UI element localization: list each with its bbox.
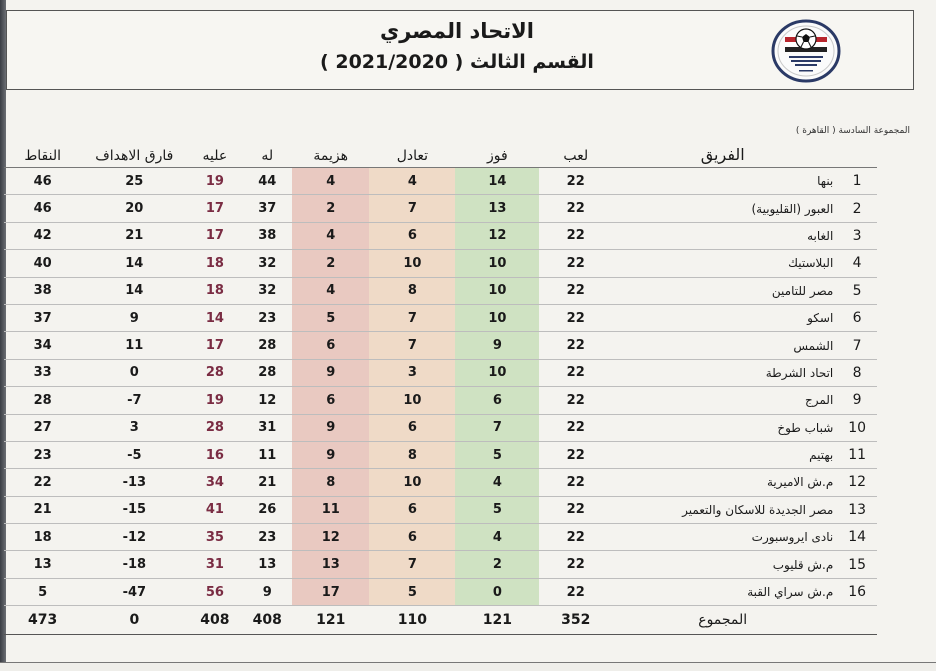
row-drawn: 4 xyxy=(369,168,455,195)
col-lost: هزيمة xyxy=(292,124,369,168)
row-points: 34 xyxy=(4,332,81,359)
row-drawn: 7 xyxy=(369,551,455,578)
row-goals-for: 28 xyxy=(242,359,292,386)
row-won: 10 xyxy=(455,304,539,331)
row-goal-diff: 11 xyxy=(81,332,187,359)
row-goals-for: 28 xyxy=(242,332,292,359)
row-points: 23 xyxy=(4,441,81,468)
col-goals-for: له xyxy=(242,124,292,168)
row-goals-against: 16 xyxy=(187,441,242,468)
row-won: 6 xyxy=(455,387,539,414)
row-won: 10 xyxy=(455,250,539,277)
row-goals-for: 23 xyxy=(242,304,292,331)
row-lost: 4 xyxy=(292,277,369,304)
table-row xyxy=(4,168,877,195)
row-team: شباب طوخ xyxy=(612,414,837,441)
row-drawn: 7 xyxy=(369,332,455,359)
totals-position xyxy=(837,606,877,635)
header-row xyxy=(4,124,877,168)
row-played: 22 xyxy=(539,195,612,222)
row-played: 22 xyxy=(539,387,612,414)
row-team: م.ش الاميرية xyxy=(612,469,837,496)
row-goals-for: 44 xyxy=(242,168,292,195)
row-points: 21 xyxy=(4,496,81,523)
row-goals-against: 35 xyxy=(187,524,242,551)
row-goals-for: 32 xyxy=(242,250,292,277)
row-drawn: 8 xyxy=(369,277,455,304)
totals-goals-against: 408 xyxy=(187,606,242,635)
row-team: م.ش سراي القبة xyxy=(612,578,837,605)
table-row xyxy=(4,551,877,578)
row-position: 3 xyxy=(837,222,877,249)
totals-row xyxy=(4,606,877,635)
row-goal-diff: 14 xyxy=(81,277,187,304)
row-team: العبور (القليوبية) xyxy=(612,195,837,222)
row-lost: 9 xyxy=(292,441,369,468)
row-drawn: 3 xyxy=(369,359,455,386)
table-body xyxy=(4,168,877,635)
row-goals-for: 13 xyxy=(242,551,292,578)
table-row xyxy=(4,414,877,441)
row-drawn: 6 xyxy=(369,524,455,551)
row-points: 27 xyxy=(4,414,81,441)
row-goal-diff: 20 xyxy=(81,195,187,222)
row-position: 12 xyxy=(837,469,877,496)
row-goal-diff: 9 xyxy=(81,304,187,331)
totals-label: المجموع xyxy=(612,606,837,635)
group-label: المجموعة السادسة ( القاهرة ) xyxy=(795,126,910,136)
row-team: بنها xyxy=(612,168,837,195)
row-lost: 9 xyxy=(292,359,369,386)
row-played: 22 xyxy=(539,551,612,578)
row-drawn: 6 xyxy=(369,496,455,523)
row-lost: 17 xyxy=(292,578,369,605)
row-goals-for: 23 xyxy=(242,524,292,551)
row-goals-against: 41 xyxy=(187,496,242,523)
row-lost: 9 xyxy=(292,414,369,441)
table-row xyxy=(4,304,877,331)
row-points: 13 xyxy=(4,551,81,578)
row-team: اسكو xyxy=(612,304,837,331)
totals-goals-for: 408 xyxy=(242,606,292,635)
row-won: 7 xyxy=(455,414,539,441)
row-goals-against: 14 xyxy=(187,304,242,331)
page-subtitle: القسم الثالث ( 2021/2020 ) xyxy=(320,51,594,73)
row-position: 13 xyxy=(837,496,877,523)
row-points: 18 xyxy=(4,524,81,551)
row-goals-against: 56 xyxy=(187,578,242,605)
row-lost: 8 xyxy=(292,469,369,496)
row-won: 9 xyxy=(455,332,539,359)
row-lost: 6 xyxy=(292,387,369,414)
row-goals-against: 18 xyxy=(187,250,242,277)
row-points: 33 xyxy=(4,359,81,386)
row-points: 38 xyxy=(4,277,81,304)
row-goal-diff: 13- xyxy=(81,469,187,496)
row-lost: 12 xyxy=(292,524,369,551)
row-goals-for: 12 xyxy=(242,387,292,414)
row-won: 14 xyxy=(455,168,539,195)
row-points: 46 xyxy=(4,168,81,195)
row-goals-against: 18 xyxy=(187,277,242,304)
row-played: 22 xyxy=(539,168,612,195)
row-team: الشمس xyxy=(612,332,837,359)
row-won: 4 xyxy=(455,524,539,551)
row-played: 22 xyxy=(539,277,612,304)
row-team: مصر للتامين xyxy=(612,277,837,304)
col-team: الفريق xyxy=(612,124,837,168)
row-position: 4 xyxy=(837,250,877,277)
row-goals-for: 9 xyxy=(242,578,292,605)
row-goals-against: 31 xyxy=(187,551,242,578)
table-row xyxy=(4,578,877,605)
row-goals-for: 21 xyxy=(242,469,292,496)
row-won: 2 xyxy=(455,551,539,578)
row-played: 22 xyxy=(539,250,612,277)
row-played: 22 xyxy=(539,414,612,441)
row-goals-for: 38 xyxy=(242,222,292,249)
row-position: 8 xyxy=(837,359,877,386)
row-team: الغابه xyxy=(612,222,837,249)
row-goal-diff: 0 xyxy=(81,359,187,386)
row-lost: 4 xyxy=(292,168,369,195)
row-goals-against: 34 xyxy=(187,469,242,496)
totals-played: 352 xyxy=(539,606,612,635)
row-goals-against: 17 xyxy=(187,222,242,249)
row-played: 22 xyxy=(539,524,612,551)
row-goal-diff: 12- xyxy=(81,524,187,551)
row-position: 1 xyxy=(837,168,877,195)
row-won: 12 xyxy=(455,222,539,249)
row-lost: 2 xyxy=(292,250,369,277)
row-position: 10 xyxy=(837,414,877,441)
row-goal-diff: 3 xyxy=(81,414,187,441)
table-row xyxy=(4,277,877,304)
row-team: م.ش قليوب xyxy=(612,551,837,578)
row-goals-for: 32 xyxy=(242,277,292,304)
row-drawn: 6 xyxy=(369,414,455,441)
totals-points: 473 xyxy=(4,606,81,635)
col-position xyxy=(837,124,877,168)
row-position: 15 xyxy=(837,551,877,578)
row-position: 16 xyxy=(837,578,877,605)
table-row xyxy=(4,359,877,386)
col-goal-diff: فارق الاهداف xyxy=(81,124,187,168)
row-goal-diff: 47- xyxy=(81,578,187,605)
row-goal-diff: 7- xyxy=(81,387,187,414)
table-row xyxy=(4,441,877,468)
row-won: 5 xyxy=(455,496,539,523)
col-played: لعب xyxy=(539,124,612,168)
page-title: الاتحاد المصري xyxy=(380,19,534,43)
row-team: المرج xyxy=(612,387,837,414)
row-drawn: 7 xyxy=(369,304,455,331)
row-points: 40 xyxy=(4,250,81,277)
row-points: 22 xyxy=(4,469,81,496)
row-goal-diff: 18- xyxy=(81,551,187,578)
row-drawn: 10 xyxy=(369,469,455,496)
row-goals-against: 19 xyxy=(187,168,242,195)
row-played: 22 xyxy=(539,578,612,605)
row-lost: 6 xyxy=(292,332,369,359)
row-goal-diff: 25 xyxy=(81,168,187,195)
row-goal-diff: 5- xyxy=(81,441,187,468)
col-points: النقاط xyxy=(4,124,81,168)
row-played: 22 xyxy=(539,304,612,331)
row-drawn: 10 xyxy=(369,387,455,414)
row-goals-for: 26 xyxy=(242,496,292,523)
row-played: 22 xyxy=(539,222,612,249)
row-goals-for: 11 xyxy=(242,441,292,468)
table-row xyxy=(4,332,877,359)
row-drawn: 8 xyxy=(369,441,455,468)
efa-football-logo-icon xyxy=(771,19,841,83)
row-won: 0 xyxy=(455,578,539,605)
row-played: 22 xyxy=(539,496,612,523)
row-position: 2 xyxy=(837,195,877,222)
row-won: 5 xyxy=(455,441,539,468)
table-row xyxy=(4,469,877,496)
row-drawn: 7 xyxy=(369,195,455,222)
table-row xyxy=(4,222,877,249)
col-drawn: تعادل xyxy=(369,124,455,168)
row-points: 46 xyxy=(4,195,81,222)
row-played: 22 xyxy=(539,359,612,386)
row-goals-against: 28 xyxy=(187,414,242,441)
row-team: البلاستيك xyxy=(612,250,837,277)
table-row xyxy=(4,250,877,277)
row-goal-diff: 15- xyxy=(81,496,187,523)
row-drawn: 5 xyxy=(369,578,455,605)
table-row xyxy=(4,195,877,222)
row-played: 22 xyxy=(539,469,612,496)
totals-drawn: 110 xyxy=(369,606,455,635)
row-goals-for: 37 xyxy=(242,195,292,222)
totals-lost: 121 xyxy=(292,606,369,635)
row-points: 37 xyxy=(4,304,81,331)
row-goals-against: 28 xyxy=(187,359,242,386)
row-team: اتحاد الشرطة xyxy=(612,359,837,386)
row-lost: 2 xyxy=(292,195,369,222)
row-team: نادى ايروسبورت xyxy=(612,524,837,551)
col-won: فوز xyxy=(455,124,539,168)
row-drawn: 10 xyxy=(369,250,455,277)
row-goal-diff: 21 xyxy=(81,222,187,249)
row-team: مصر الجديدة للاسكان والتعمير xyxy=(612,496,837,523)
row-points: 28 xyxy=(4,387,81,414)
row-lost: 4 xyxy=(292,222,369,249)
row-goal-diff: 14 xyxy=(81,250,187,277)
col-goals-against: عليه xyxy=(187,124,242,168)
row-played: 22 xyxy=(539,332,612,359)
row-position: 14 xyxy=(837,524,877,551)
totals-won: 121 xyxy=(455,606,539,635)
row-points: 5 xyxy=(4,578,81,605)
row-lost: 13 xyxy=(292,551,369,578)
row-position: 7 xyxy=(837,332,877,359)
row-goals-for: 31 xyxy=(242,414,292,441)
row-won: 10 xyxy=(455,277,539,304)
header-box xyxy=(6,10,914,90)
table-row xyxy=(4,387,877,414)
row-lost: 5 xyxy=(292,304,369,331)
row-points: 42 xyxy=(4,222,81,249)
row-lost: 11 xyxy=(292,496,369,523)
table-row xyxy=(4,496,877,523)
row-position: 5 xyxy=(837,277,877,304)
table-row xyxy=(4,524,877,551)
row-goals-against: 17 xyxy=(187,332,242,359)
row-won: 4 xyxy=(455,469,539,496)
standings-table xyxy=(4,124,877,635)
row-won: 10 xyxy=(455,359,539,386)
row-goals-against: 19 xyxy=(187,387,242,414)
row-goals-against: 17 xyxy=(187,195,242,222)
row-won: 13 xyxy=(455,195,539,222)
row-position: 11 xyxy=(837,441,877,468)
row-position: 6 xyxy=(837,304,877,331)
row-team: بهتيم xyxy=(612,441,837,468)
totals-goal-diff: 0 xyxy=(81,606,187,635)
row-played: 22 xyxy=(539,441,612,468)
row-position: 9 xyxy=(837,387,877,414)
row-drawn: 6 xyxy=(369,222,455,249)
